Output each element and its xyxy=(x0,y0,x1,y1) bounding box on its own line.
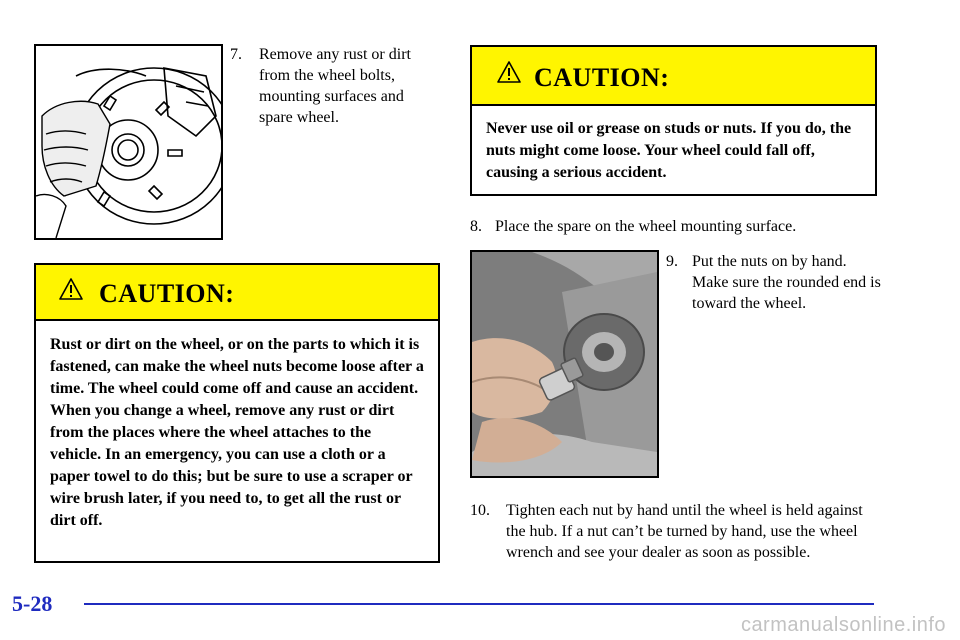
step-number: 8. xyxy=(470,218,482,235)
step-7 xyxy=(230,44,435,128)
caution-box-oil xyxy=(470,45,877,196)
step-text: Put the nuts on by hand. Make sure the rounded end is toward the wheel. xyxy=(692,253,881,312)
step-text: Tighten each nut by hand until the wheel is held against the hub. If a nut can’t be turned by hand, use the wheel wrench and see your dealer as soon as possible. xyxy=(506,502,863,561)
caution-title: CAUTION: xyxy=(534,63,670,92)
page-number: 5-28 xyxy=(12,591,53,616)
caution-title: CAUTION: xyxy=(99,279,235,308)
caution-header xyxy=(472,47,875,106)
step-8 xyxy=(470,216,890,237)
step-number: 9. xyxy=(666,253,678,270)
caution-box-rust xyxy=(34,263,440,563)
step-text: Remove any rust or dirt from the wheel bolts, mounting surfaces and spare wheel. xyxy=(259,46,411,126)
caution-header xyxy=(36,265,438,321)
hub-drawing xyxy=(36,46,221,238)
warning-triangle-icon xyxy=(58,277,84,301)
caution-text: Rust or dirt on the wheel, or on the parts to which it is fastened, can make the wheel nuts become loose after a time. The wheel could come off and cause an accident. When you change a wheel, remove any rust or dirt from the places where the wheel attaches to the vehicle. In an emergency, you can use a cloth or a paper towel to do this; but be sure to use a scraper or wire brush later, if you need to, to get all the rust or dirt off. xyxy=(50,336,424,529)
watermark: carmanualsonline.info xyxy=(740,614,946,636)
step-text: Place the spare on the wheel mounting surface. xyxy=(495,218,797,235)
step-9 xyxy=(666,251,881,314)
footer-rule xyxy=(84,603,874,605)
warning-triangle-icon xyxy=(496,60,522,84)
caution-text: Never use oil or grease on studs or nuts. If you do, the nuts might come loose. Your wheel could fall off, causing a serious accident. xyxy=(486,120,852,181)
step-number: 7. xyxy=(230,46,242,63)
step-number: 10. xyxy=(470,502,490,519)
hand-nut-drawing xyxy=(472,252,657,476)
step-10 xyxy=(470,500,865,563)
wheel-hub-cleaning-illustration xyxy=(34,44,223,240)
nut-placement-photo xyxy=(470,250,659,478)
